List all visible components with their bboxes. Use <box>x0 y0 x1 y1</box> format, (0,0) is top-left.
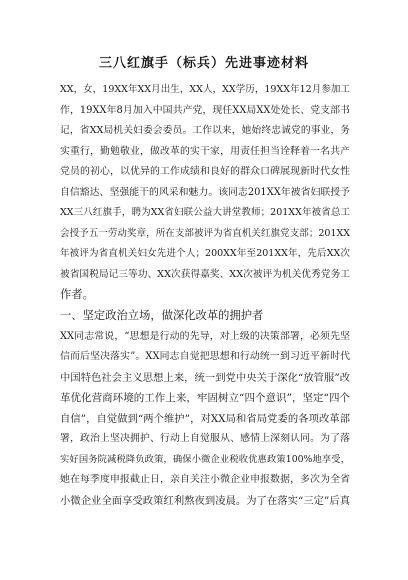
text-line: 作者。 <box>60 288 94 302</box>
text-line: 会授予五一劳动奖章，所在支部被评为省直机关红旗党支部；201XX <box>60 227 350 239</box>
section-heading: 一、坚定政治立场，做深化改革的拥护者 <box>60 309 264 323</box>
text-line: XX三八红旗手，聘为XX省妇联公益大讲堂教师；201XX年被省总工 <box>60 207 350 219</box>
text-line: 自信”，自觉做到“两个维护”，对XX局和省局党委的各项改革部 <box>60 412 350 425</box>
text-line: 实好国务院减税降负政策，确保小微企业税收优惠政策100%地享受， <box>60 453 350 465</box>
text-line: 实重行，勤勉敬业，做改革的实干家，用责任担当诠释着一名共产 <box>60 145 350 157</box>
text-line: 小微企业全面享受政策红利熬夜到凌晨。为了在落实“三定”后真 <box>60 494 350 507</box>
text-line: 党员的初心，以优异的工作成绩和良好的群众口碑展现新时代女性 <box>60 166 350 178</box>
text-line: 她在每季度申报截止日，亲自关注小微企业申报数据，多次为全省 <box>60 474 350 486</box>
text-line: 署，政治上坚决拥护、行动上自觉服从、感情上深刻认同。为了落 <box>60 433 350 445</box>
text-line: 自信豁达、坚强能干的风采和魅力。该同志201XX年被省妇联授予 <box>60 186 350 198</box>
text-line: 信而后坚决落实”。XX同志自觉把思想和行动统一到习近平新时代 <box>60 351 350 363</box>
text-line: 中国特色社会主义思想上来，统一到党中央关于深化“放管服”改 <box>60 371 350 384</box>
text-line: 革优化营商环境的工作上来，牢固树立“四个意识”，坚定“四个 <box>60 392 350 405</box>
text-line: 记，省XX局机关妇委会委员。工作以来，她始终忠诚党的事业，务 <box>60 125 350 137</box>
document-title: 三八红旗手（标兵）先进事迹材料 <box>98 56 309 71</box>
text-line: XX，女，19XX年XX月出生，XX人，XX学历，19XX年12月参加工 <box>60 84 350 95</box>
document-body <box>60 80 350 511</box>
text-line: 年被评为省直机关妇女先进个人；200XX年至201XX年，先后XX次 <box>60 248 350 260</box>
text-line: 被省国税局记三等功、XX次获得嘉奖、XX次被评为机关优秀党务工 <box>60 268 350 280</box>
text-line: 作，19XX年8月加入中国共产党，现任XX局XX处处长、党支部书 <box>60 104 350 116</box>
text-line: XX同志常说，“思想是行动的先导，对上级的决策部署，必须先坚 <box>60 330 350 342</box>
